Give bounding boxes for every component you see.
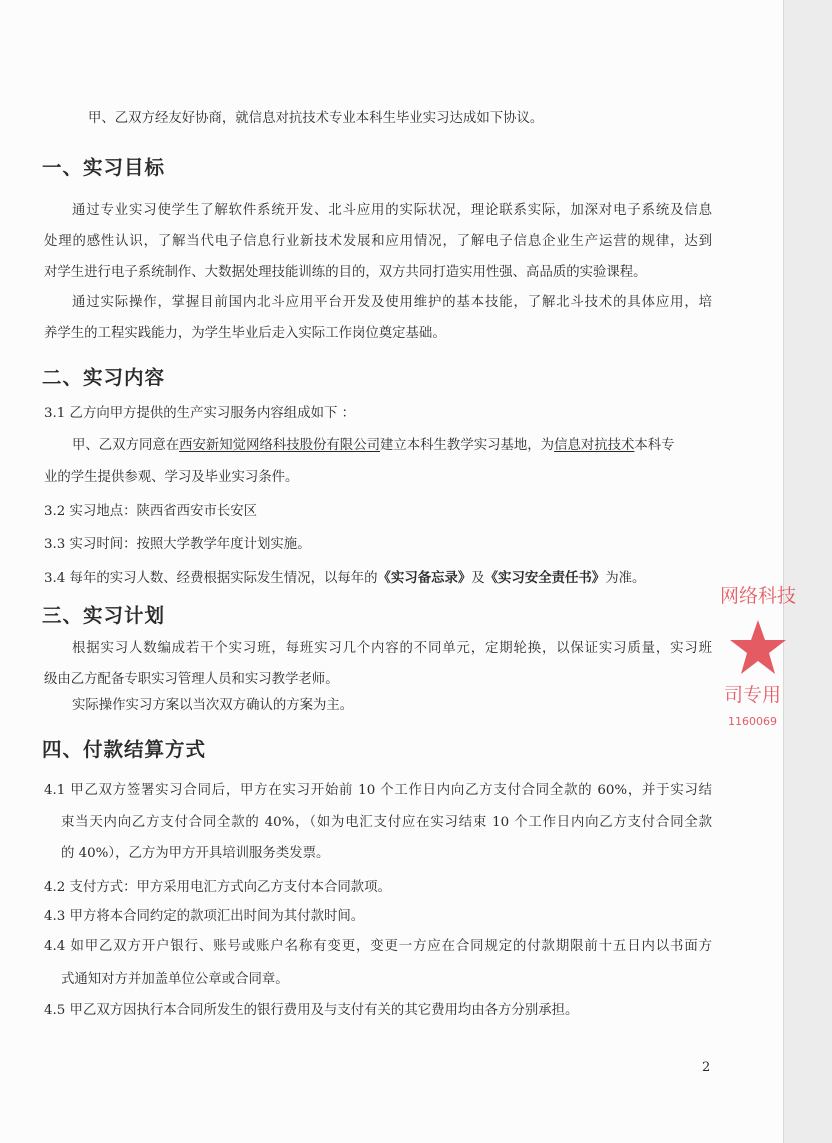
clause-4-1-cont: 的 40%），乙方为甲方开具培训服务类发票。 [61, 846, 330, 861]
scan-edge [783, 0, 832, 1143]
paragraph-line: 处理的感性认识，了解当代电子信息行业新技术发展和应用情况，了解电子信息企业生产运营的规律，达到 [44, 234, 712, 249]
company-seal [720, 575, 797, 745]
paragraph-line: 实际操作实习方案以当次双方确认的方案为主。 [72, 698, 354, 713]
clause-4-4: 4.4 如甲乙双方开户银行、账号或账户名称有变更，变更一方应在合同规定的付款期限前十五日内以书面方 [44, 939, 712, 954]
section-heading-4: 四、付款结算方式 [42, 738, 207, 761]
clause-4-2: 4.2 支付方式：甲方采用电汇方式向乙方支付本合同款项。 [44, 880, 391, 895]
page-number: 2 [702, 1060, 711, 1075]
section-heading-3: 三、实习计划 [42, 604, 166, 627]
clause-4-3: 4.3 甲方将本合同约定的款项汇出时间为其付款时间。 [44, 909, 365, 924]
clause-4-4-cont: 式通知对方并加盖单位公章或合同章。 [61, 972, 289, 987]
paragraph-line: 根据实习人数编成若干个实习班，每班实习几个内容的不同单元，定期轮换，以保证实习质量，实习班 [72, 641, 712, 656]
text: 3.4 每年的实习人数、经费根据实际发生情况，以每年的 [44, 571, 378, 586]
star-icon [730, 620, 786, 674]
doc-title: 《实习备忘录》 [377, 570, 472, 586]
paragraph-line: 级由乙方配备专职实习管理人员和实习教学老师。 [44, 672, 339, 687]
major-name: 信息对抗技术 [554, 438, 635, 453]
text: 甲、乙双方同意在 [72, 438, 180, 453]
clause-3-1: 3.1 乙方向甲方提供的生产实习服务内容组成如下 ： [44, 406, 356, 421]
section-heading-1: 一、实习目标 [42, 156, 166, 179]
clause-4-1: 4.1 甲乙双方签署实习合同后，甲方在实习开始前 10 个工作日内向乙方支付合同全款的 60%，并于实习结 [44, 783, 712, 798]
seal-text: 网络科技 [720, 585, 797, 607]
doc-title: 《实习安全责任书》 [484, 570, 606, 586]
paragraph-line: 通过实际操作，掌握目前国内北斗应用平台开发及使用维护的基本技能，了解北斗技术的具体应用，培 [72, 295, 712, 310]
text: 本科专 [634, 438, 675, 453]
text: 及 [471, 571, 485, 586]
company-name: 西安新知觉网络科技股份有限公司 [179, 438, 380, 453]
paragraph-line: 业的学生提供参观、学习及毕业实习条件。 [44, 470, 299, 485]
text: 为准。 [605, 571, 646, 586]
clause-3-3: 3.3 实习时间：按照大学教学年度计划实施。 [44, 537, 311, 552]
text: 建立本科生教学实习基地，为 [379, 438, 555, 453]
clause-3-2: 3.2 实习地点：陕西省西安市长安区 [44, 504, 258, 519]
paragraph-line: 对学生进行电子系统制作、大数据处理技能训练的目的，双方共同打造实用性强、高品质的实验课程。 [44, 265, 647, 280]
paragraph-line: 养学生的工程实践能力，为学生毕业后走入实际工作岗位奠定基础。 [44, 326, 446, 341]
clause-4-5: 4.5 甲乙双方因执行本合同所发生的银行费用及与支付有关的其它费用均由各方分别承担。 [44, 1003, 579, 1018]
clause-3-4 [44, 569, 712, 588]
intro-text: 甲、乙双方经友好协商，就信息对抗技术专业本科生毕业实习达成如下协议。 [88, 111, 544, 126]
paragraph-line: 通过专业实习使学生了解软件系统开发、北斗应用的实际状况，理论联系实际，加深对电子系统及信息 [72, 203, 712, 218]
clause-4-1-cont: 束当天内向乙方支付合同全款的 40%，（如为电汇支付应在实习结束 10 个工作日内向乙方支付合同全款 [61, 815, 712, 830]
seal-number: 1160069 [728, 715, 777, 728]
section-heading-2: 二、实习内容 [42, 366, 166, 389]
seal-text: 司专用 [724, 684, 782, 706]
paragraph-line [72, 437, 712, 455]
